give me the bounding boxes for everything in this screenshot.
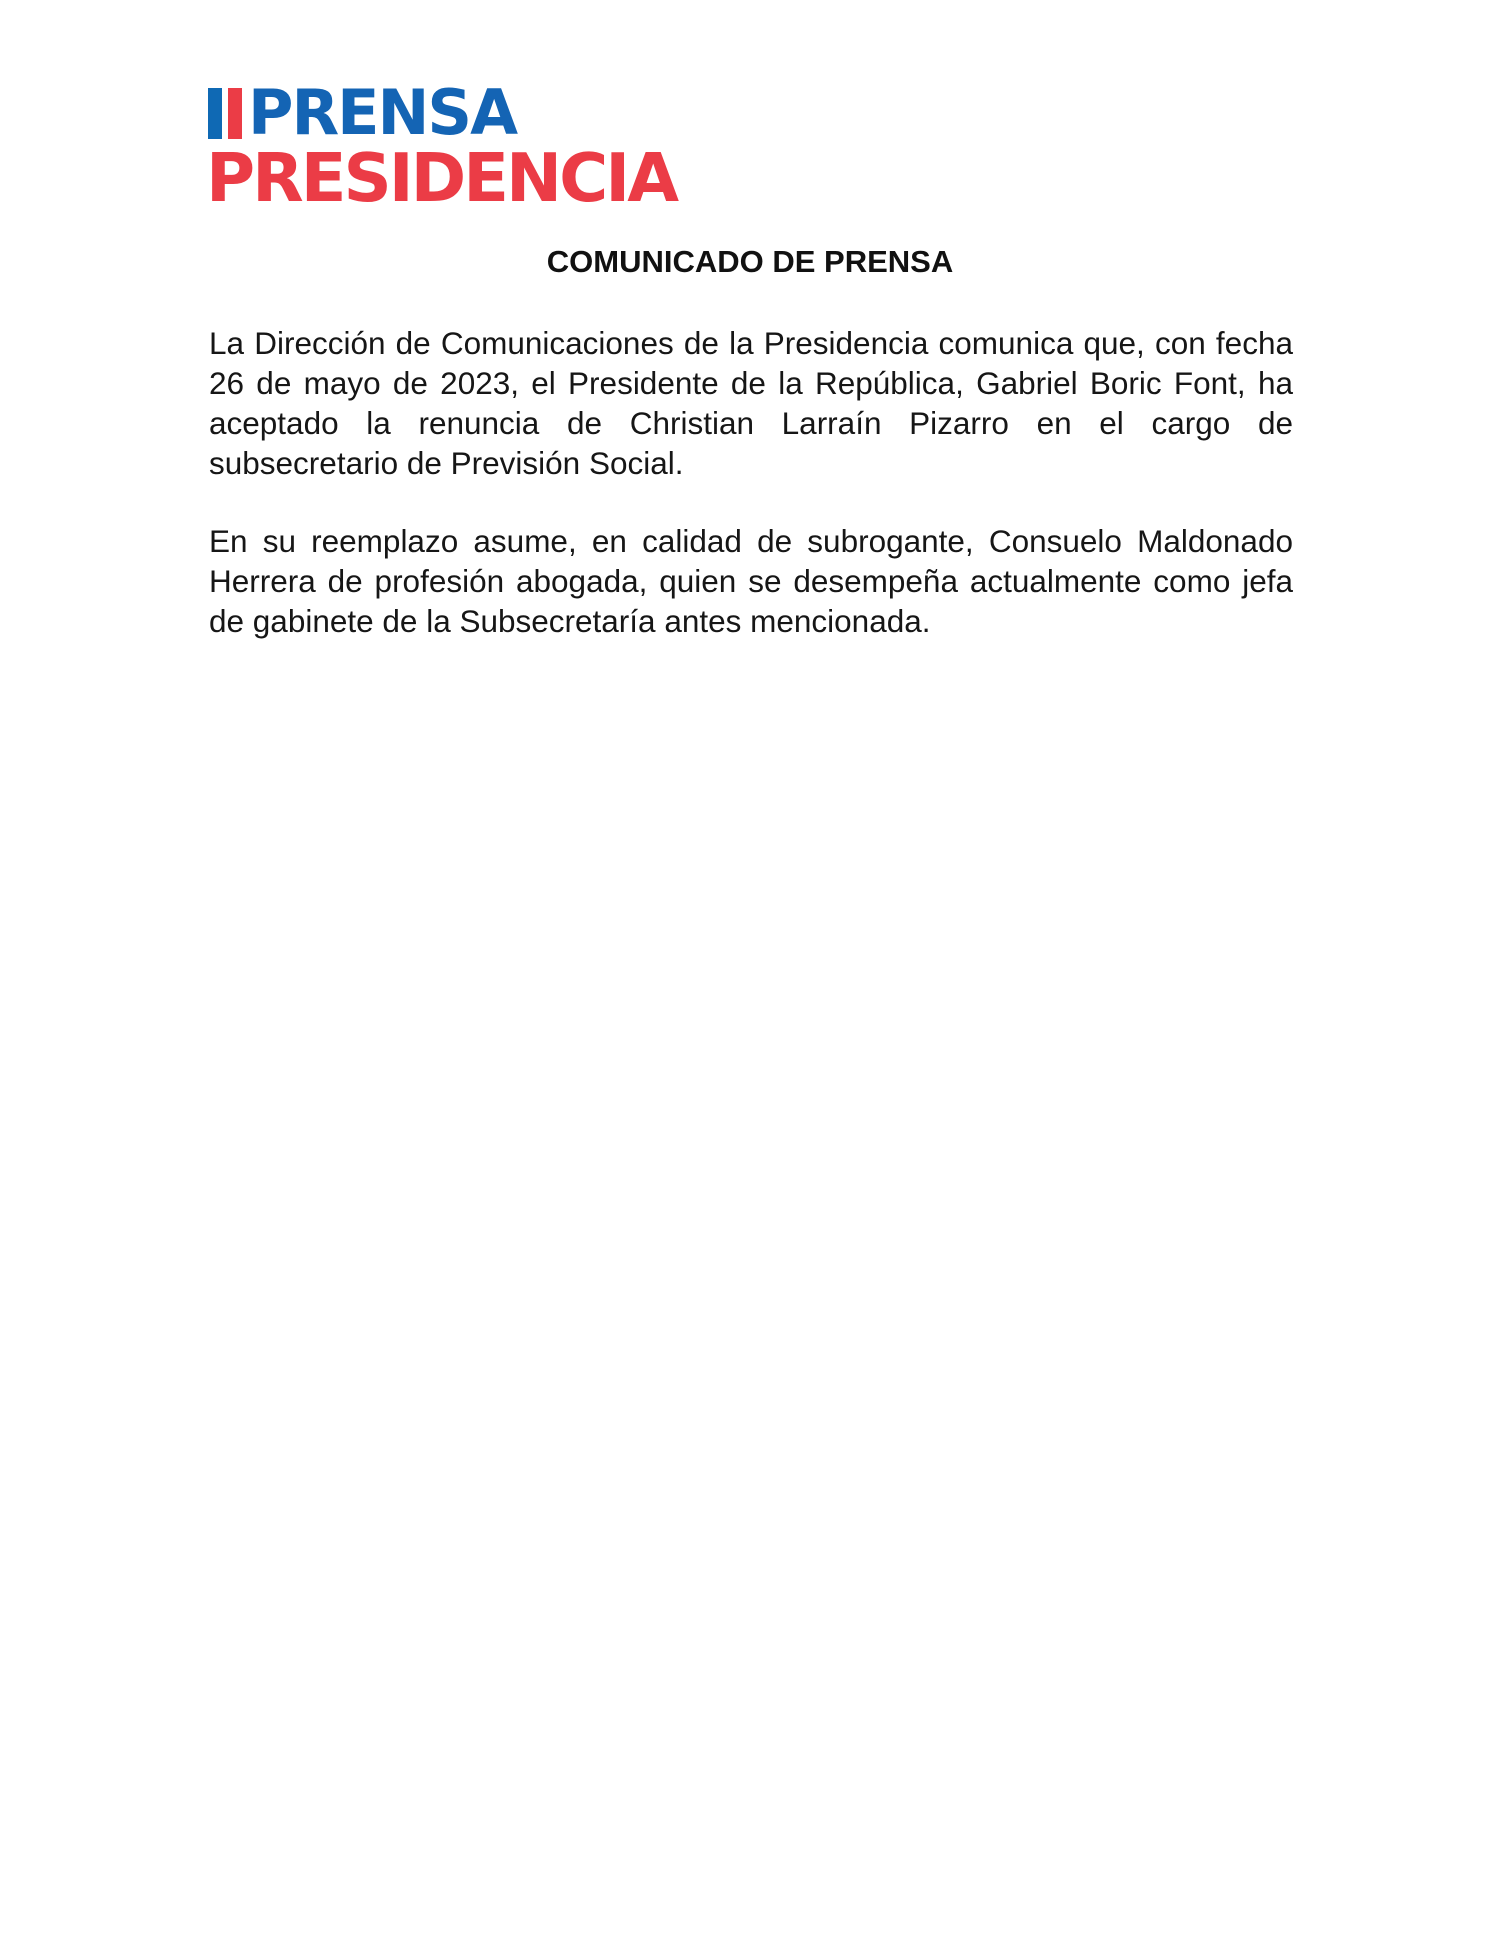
prensa-presidencia-logo bbox=[206, 76, 738, 217]
document-title: COMUNICADO DE PRENSA bbox=[546, 244, 954, 279]
paragraph-resignation: La Dirección de Comunicaciones de la Presidencia comunica que, con fecha 26 de mayo de 2023, el Presidente de la República, Gabriel Boric Font, ha aceptado la renuncia de Christian Larraín Pizarro en el cargo de subsecretario de Previsión Social. bbox=[209, 325, 1293, 481]
flag-stripes-icon bbox=[208, 88, 242, 139]
logo-prensa-text: PRENSA bbox=[248, 76, 517, 149]
logo-presidencia-text: PRESIDENCIA bbox=[206, 139, 677, 217]
paragraph-replacement: En su reemplazo asume, en calidad de subrogante, Consuelo Maldonado Herrera de profesión abogada, quien se desempeña actualmente como jefa de gabinete de la Subsecretaría antes mencionada. bbox=[209, 523, 1293, 639]
red-stripe bbox=[228, 88, 242, 139]
blue-stripe bbox=[208, 88, 222, 139]
